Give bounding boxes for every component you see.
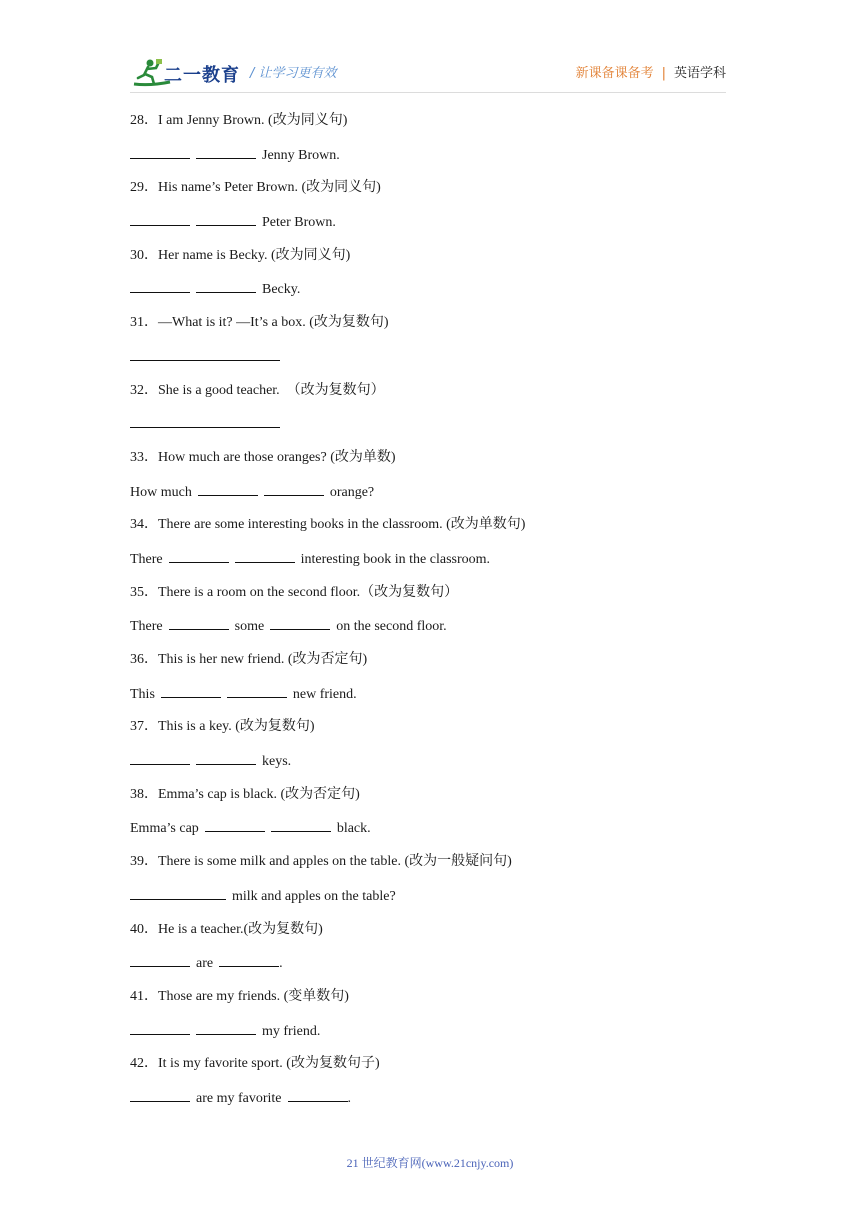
blank[interactable] xyxy=(271,817,331,832)
blank[interactable] xyxy=(196,278,256,293)
question-31: 31．—What is it? —It’s a box. (改为复数句) xyxy=(130,315,389,331)
blank[interactable] xyxy=(227,683,287,698)
question-34: 34．There are some interesting books in the classroom. (改为单数句) xyxy=(130,517,526,533)
header-course: 新课备课备考 xyxy=(575,66,654,81)
question-33: 33．How much are those oranges? (改为单数) xyxy=(130,449,396,465)
question-35: 35．There is a room on the second floor.（改为复数句） xyxy=(130,584,459,600)
answer-text: Peter Brown. xyxy=(262,215,336,231)
answer-text: some xyxy=(234,619,265,635)
answer-text: How much xyxy=(130,484,192,500)
header-subject xyxy=(576,62,726,81)
blank[interactable] xyxy=(205,817,265,832)
blank[interactable] xyxy=(169,548,229,563)
blank[interactable] xyxy=(196,750,256,765)
blank[interactable] xyxy=(196,144,256,159)
answer-40 xyxy=(130,952,730,986)
blank[interactable] xyxy=(235,548,295,563)
blank[interactable] xyxy=(196,211,256,226)
question-28: 28．I am Jenny Brown. (改为同义句) xyxy=(130,113,348,128)
answer-29 xyxy=(130,211,730,245)
blank[interactable] xyxy=(130,278,190,293)
answer-text: Jenny Brown. xyxy=(262,147,340,163)
answer-33 xyxy=(130,481,730,515)
question-42: 42．It is my favorite sport. (改为复数句子) xyxy=(130,1056,380,1072)
page-header xyxy=(130,52,726,92)
logo-text: 二一教育 xyxy=(164,65,240,86)
answer-text: There xyxy=(130,619,163,635)
answer-text: Becky. xyxy=(262,282,301,298)
question-40: 40．He is a teacher.(改为复数句) xyxy=(130,921,323,937)
blank[interactable] xyxy=(130,885,226,900)
answer-35 xyxy=(130,615,730,649)
blank[interactable] xyxy=(130,346,280,361)
answer-text: . xyxy=(347,1090,352,1106)
question-36: 36．This is her new friend. (改为否定句) xyxy=(130,652,368,667)
blank[interactable] xyxy=(130,750,190,765)
blank[interactable] xyxy=(288,1087,348,1102)
answer-32 xyxy=(130,413,730,447)
answer-39 xyxy=(130,885,730,919)
answer-text: . xyxy=(279,956,283,972)
question-41: 41．Those are my friends. (变单数句) xyxy=(130,988,349,1004)
header-separator: | xyxy=(661,66,666,81)
answer-text: on the second floor. xyxy=(336,619,447,635)
blank[interactable] xyxy=(130,413,280,428)
blank[interactable] xyxy=(130,211,190,226)
answer-text: my friend. xyxy=(262,1023,321,1039)
blank[interactable] xyxy=(130,144,190,159)
answer-text: black. xyxy=(336,821,371,837)
page-footer: 21 世纪教育网(www.21cnjy.com) xyxy=(346,1156,514,1170)
blank[interactable] xyxy=(130,952,190,967)
question-list xyxy=(130,110,730,1121)
answer-30 xyxy=(130,278,730,312)
answer-37 xyxy=(130,750,730,784)
answer-text: keys. xyxy=(262,754,292,770)
blank[interactable] xyxy=(198,481,258,496)
blank[interactable] xyxy=(264,481,324,496)
answer-text: interesting book in the classroom. xyxy=(300,551,491,567)
blank[interactable] xyxy=(169,615,229,630)
answer-36 xyxy=(130,683,730,717)
answer-text: new friend. xyxy=(292,686,357,702)
answer-text: are xyxy=(196,956,214,972)
question-32: 32．She is a good teacher. （改为复数句） xyxy=(130,382,385,398)
question-38: 38．Emma’s cap is black. (改为否定句) xyxy=(130,786,360,802)
question-39: 39．There is some milk and apples on the table. (改为一般疑问句) xyxy=(130,854,512,870)
answer-38 xyxy=(130,817,730,851)
answer-text: orange? xyxy=(329,484,375,500)
blank[interactable] xyxy=(161,683,221,698)
blank[interactable] xyxy=(130,1020,190,1035)
header-divider xyxy=(130,92,726,93)
answer-28 xyxy=(130,144,730,178)
blank[interactable] xyxy=(196,1020,256,1035)
answer-41 xyxy=(130,1020,730,1054)
answer-text: This xyxy=(130,686,155,702)
blank[interactable] xyxy=(219,952,279,967)
question-37: 37．This is a key. (改为复数句) xyxy=(130,719,315,735)
answer-text: There xyxy=(130,551,163,567)
blank[interactable] xyxy=(270,615,330,630)
header-subject-name: 英语学科 xyxy=(673,66,726,81)
question-30: 30．Her name is Becky. (改为同义句) xyxy=(130,247,351,263)
answer-31 xyxy=(130,346,730,380)
answer-text: milk and apples on the table? xyxy=(232,888,396,904)
slogan: / 让学习更有效 xyxy=(250,66,337,81)
question-29: 29．His name’s Peter Brown. (改为同义句) xyxy=(130,180,381,196)
answer-42 xyxy=(130,1087,730,1121)
answer-text: Emma’s cap xyxy=(130,821,199,837)
answer-text: are my favorite xyxy=(196,1090,282,1106)
blank[interactable] xyxy=(130,1087,190,1102)
answer-34 xyxy=(130,548,730,582)
